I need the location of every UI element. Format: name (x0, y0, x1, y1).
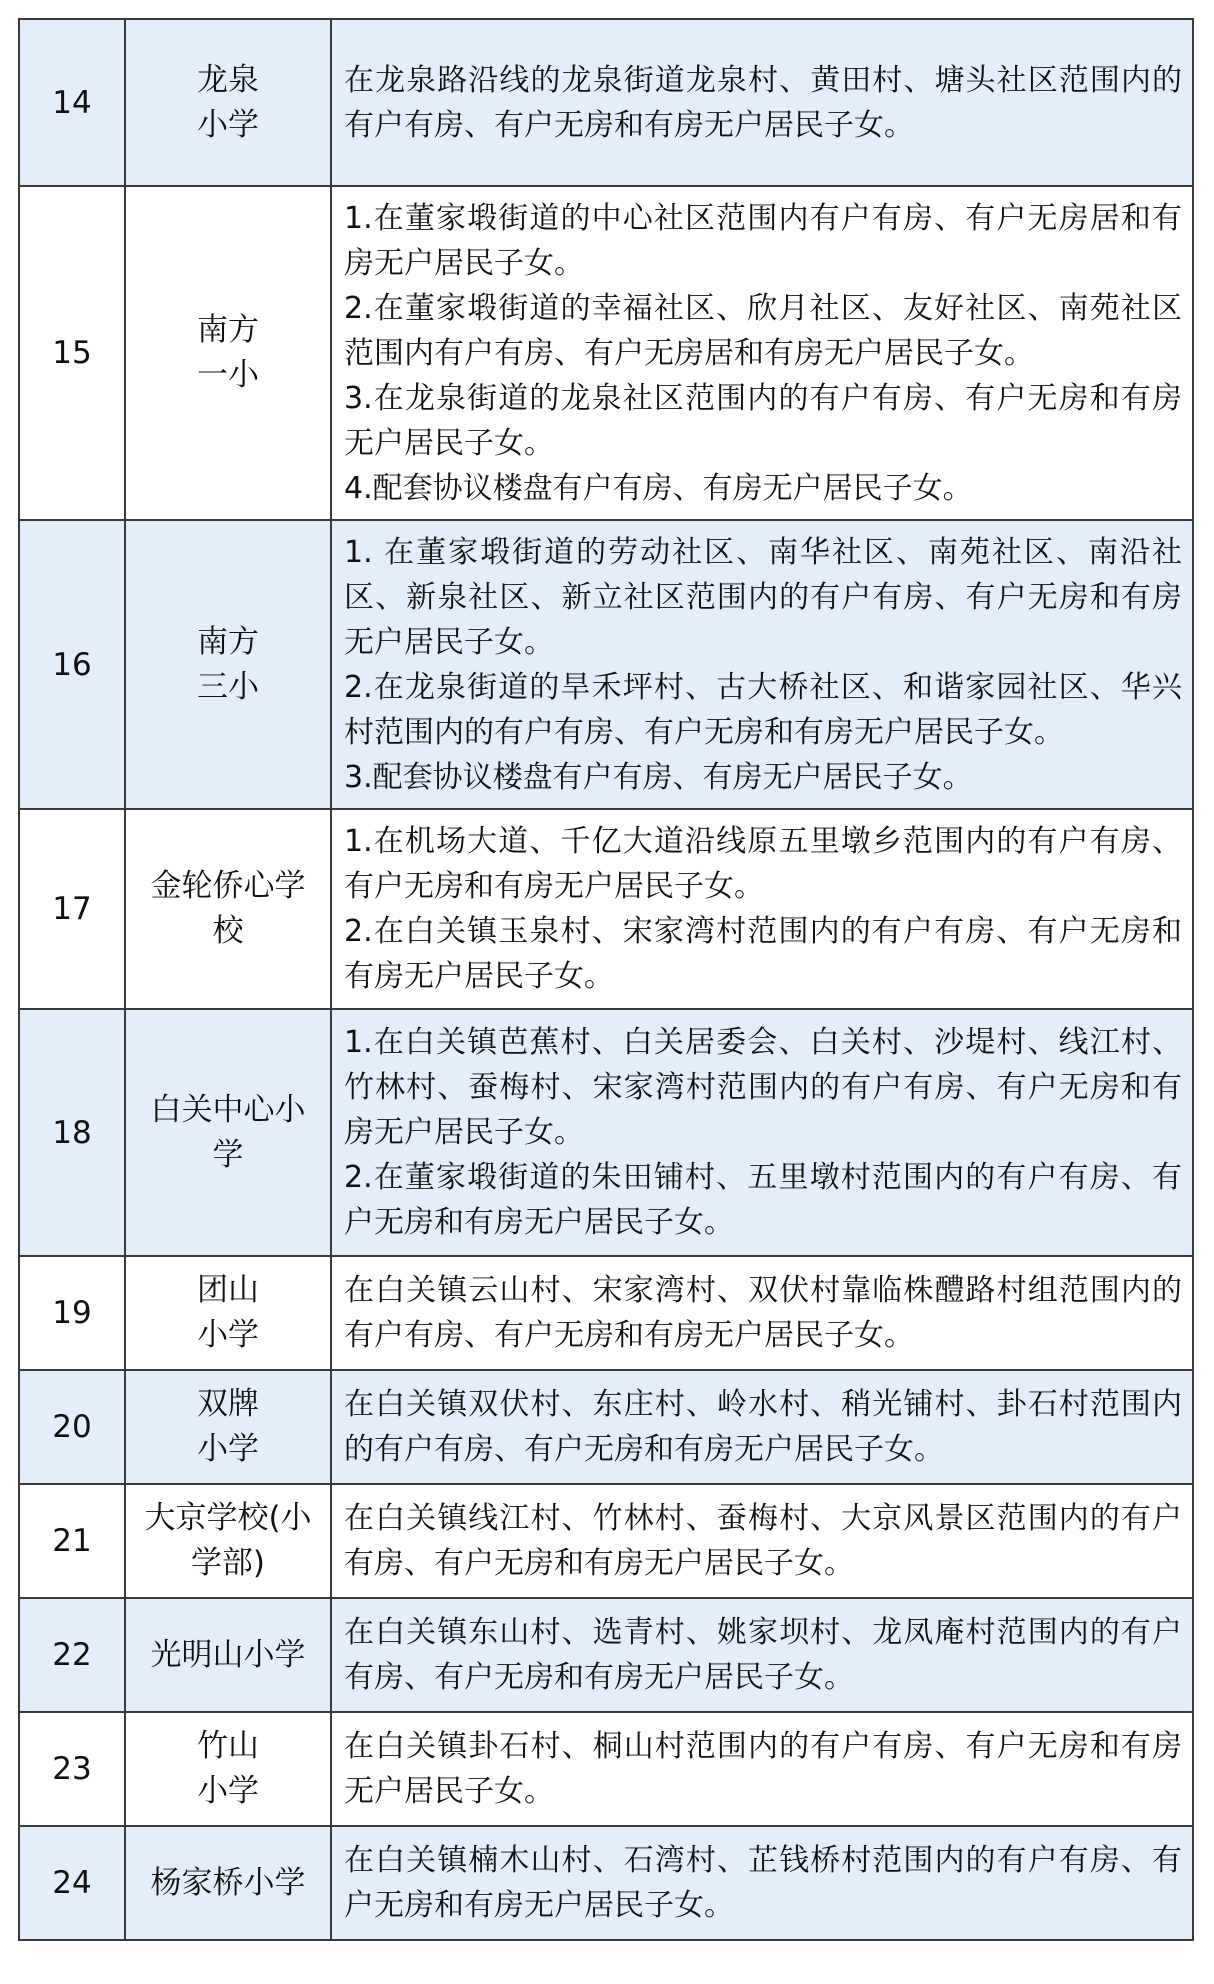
school-name-line: 竹山 (197, 1728, 259, 1764)
school-name-line: 白关中心小 (150, 1091, 306, 1128)
school-name (125, 1484, 331, 1598)
row-number: 21 (19, 1484, 125, 1598)
school-name (125, 809, 331, 1009)
school-name (125, 1370, 331, 1484)
school-name-line: 团山 (197, 1272, 259, 1308)
scope-item: 1.在白关镇芭蕉村、白关居委会、白关村、沙堤村、线江村、竹林村、蚕梅村、宋家湾村范围内的有户有房、有户无房和有房无户居民子女。 (344, 1025, 1182, 1150)
scope-item: 在白关镇楠木山村、石湾村、芷钱桥村范围内的有户有房、有户无房和有房无户居民子女。 (344, 1843, 1182, 1923)
enrollment-scope (331, 19, 1193, 186)
enrollment-scope (331, 1712, 1193, 1826)
school-name-line: 小学 (197, 1431, 259, 1467)
school-name (125, 186, 331, 520)
table-body (19, 19, 1193, 1940)
enrollment-scope (331, 1826, 1193, 1940)
row-number: 23 (19, 1712, 125, 1826)
enrollment-scope (331, 520, 1193, 809)
table-row (19, 1256, 1193, 1370)
school-name-line: 小学 (197, 1773, 259, 1809)
school-name (125, 1826, 331, 1940)
scope-item: 1.在机场大道、千亿大道沿线原五里墩乡范围内的有户有房、有户无房和有房无户居民子女。 (344, 824, 1182, 904)
row-number: 22 (19, 1598, 125, 1712)
row-number: 14 (19, 19, 125, 186)
school-name-line: 小学 (197, 106, 259, 143)
scope-item: 在龙泉路沿线的龙泉街道龙泉村、黄田村、塘头社区范围内的有户有房、有户无房和有房无户居民子女。 (344, 62, 1182, 143)
school-name (125, 1712, 331, 1826)
enrollment-scope (331, 809, 1193, 1009)
scope-item: 3.配套协议楼盘有户有房、有房无户居民子女。 (344, 759, 973, 795)
scope-item: 在白关镇卦石村、桐山村范围内的有户有房、有户无房和有房无户居民子女。 (344, 1729, 1182, 1809)
school-name-line: 金轮侨心学 (150, 868, 306, 904)
school-name-line: 双牌 (197, 1386, 259, 1422)
table-row (19, 1712, 1193, 1826)
school-name-line: 小学 (197, 1317, 259, 1353)
scope-item: 1.在董家塅街道的中心社区范围内有户有房、有户无房居和有房无户居民子女。 (344, 200, 1182, 281)
table-row (19, 1598, 1193, 1712)
scope-item: 3.在龙泉街道的龙泉社区范围内的有户有房、有户无房和有房无户居民子女。 (344, 380, 1182, 461)
table-row (19, 520, 1193, 809)
table-row (19, 1484, 1193, 1598)
enrollment-scope (331, 1256, 1193, 1370)
school-name-line: 三小 (197, 668, 259, 705)
enrollment-scope (331, 1484, 1193, 1598)
row-number: 18 (19, 1009, 125, 1256)
table-row (19, 1370, 1193, 1484)
school-name-line: 学 (212, 1136, 244, 1173)
scope-item: 在白关镇云山村、宋家湾村、双伏村靠临株醴路村组范围内的有户有房、有户无房和有房无户居民子女。 (344, 1273, 1182, 1353)
school-name (125, 520, 331, 809)
row-number: 19 (19, 1256, 125, 1370)
school-name (125, 1598, 331, 1712)
school-name-line: 南方 (197, 312, 259, 348)
table-row (19, 809, 1193, 1009)
scope-item: 2.在董家塅街道的幸福社区、欣月社区、友好社区、南苑社区范围内有户有房、有户无房居和有房无户居民子女。 (344, 290, 1182, 371)
school-name (125, 1256, 331, 1370)
enrollment-scope (331, 186, 1193, 520)
table-row (19, 19, 1193, 186)
school-district-table (18, 18, 1194, 1941)
school-name (125, 19, 331, 186)
scope-item: 在白关镇东山村、选青村、姚家坝村、龙凤庵村范围内的有户有房、有户无房和有房无户居民子女。 (344, 1615, 1182, 1695)
table-row (19, 1009, 1193, 1256)
scope-item: 2.在龙泉街道的旱禾坪村、古大桥社区、和谐家园社区、华兴村范围内的有户有房、有户无房和有房无户居民子女。 (344, 669, 1182, 750)
scope-item: 2.在董家塅街道的朱田铺村、五里墩村范围内的有户有房、有户无房和有房无户居民子女。 (344, 1160, 1182, 1240)
row-number: 24 (19, 1826, 125, 1940)
scope-item: 1. 在董家塅街道的劳动社区、南华社区、南苑社区、南沿社区、新泉社区、新立社区范围内的有户有房、有户无房和有房无户居民子女。 (344, 534, 1182, 660)
table-row (19, 186, 1193, 520)
school-name-line: 光明山小学 (150, 1636, 306, 1673)
enrollment-scope (331, 1370, 1193, 1484)
row-number: 17 (19, 809, 125, 1009)
scope-item: 在白关镇线江村、竹林村、蚕梅村、大京风景区范围内的有户有房、有户无房和有房无户居民子女。 (344, 1501, 1182, 1581)
school-name-line: 南方 (197, 623, 259, 660)
school-name-line: 大京学校(小 (144, 1500, 312, 1536)
enrollment-scope (331, 1009, 1193, 1256)
school-name-line: 一小 (197, 357, 259, 393)
school-name-line: 学部) (190, 1545, 266, 1581)
school-name-line: 杨家桥小学 (150, 1864, 306, 1901)
enrollment-scope (331, 1598, 1193, 1712)
scope-item: 在白关镇双伏村、东庄村、岭水村、稍光铺村、卦石村范围内的有户有房、有户无房和有房无户居民子女。 (344, 1387, 1182, 1467)
scope-item: 4.配套协议楼盘有户有房、有房无户居民子女。 (344, 470, 973, 506)
school-name-line: 校 (212, 913, 244, 949)
school-name (125, 1009, 331, 1256)
row-number: 15 (19, 186, 125, 520)
row-number: 16 (19, 520, 125, 809)
scope-item: 2.在白关镇玉泉村、宋家湾村范围内的有户有房、有户无房和有房无户居民子女。 (344, 914, 1182, 994)
school-name-line: 龙泉 (197, 61, 259, 98)
row-number: 20 (19, 1370, 125, 1484)
table-row (19, 1826, 1193, 1940)
